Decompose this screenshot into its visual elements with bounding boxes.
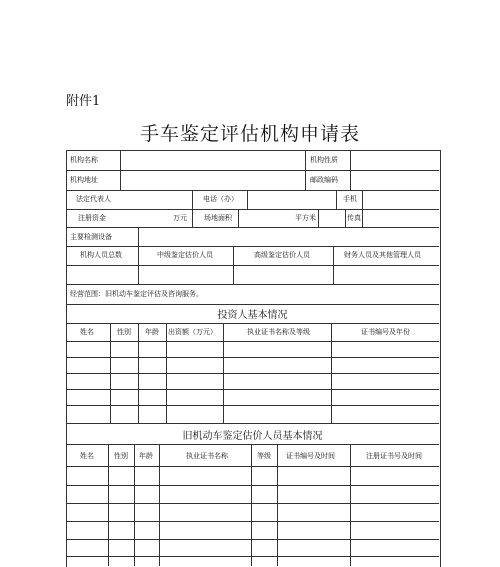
label-senior-appraiser: 高级鉴定估价人员: [254, 251, 310, 259]
col-divider: [362, 209, 363, 227]
row-divider: [66, 190, 439, 191]
row-divider: [66, 284, 439, 285]
appraiser-col-reg-no: 注册证书号及时间: [366, 452, 422, 460]
label-postal-code: 邮政编码: [310, 176, 338, 184]
appraisers-heading: 旧机动车鉴定估价人员基本情况: [182, 431, 323, 442]
col-divider: [192, 190, 193, 209]
row-divider: [66, 304, 439, 305]
row-divider: [66, 323, 439, 324]
col-divider: [138, 323, 139, 423]
label-mobile: 手机: [343, 195, 357, 203]
row-divider: [66, 357, 439, 358]
col-divider: [336, 190, 337, 209]
investor-col-gender: 性别: [117, 328, 131, 336]
appraiser-col-cert-no: 证书编号及时间: [286, 452, 335, 460]
col-divider: [345, 209, 346, 227]
col-divider: [223, 323, 224, 423]
col-divider: [350, 444, 351, 566]
business-scope: 经营范围：旧机动车鉴定评估及咨询服务。: [70, 290, 203, 298]
col-divider: [333, 246, 334, 284]
row-divider: [66, 209, 439, 210]
appraiser-col-name: 姓名: [80, 452, 94, 460]
label-site-area: 场地面积: [204, 214, 232, 222]
investor-col-age: 年龄: [145, 328, 159, 336]
col-divider: [247, 190, 248, 209]
label-capital-unit: 万元: [173, 214, 187, 222]
form-title: 手车鉴定评估机构申请表: [139, 123, 360, 145]
appraiser-col-age: 年龄: [139, 452, 153, 460]
col-divider: [238, 209, 239, 227]
investor-col-amount: 出资额（万元）: [168, 328, 217, 336]
col-divider: [159, 444, 160, 566]
col-divider: [318, 209, 319, 227]
row-divider: [66, 556, 439, 557]
row-divider: [66, 170, 439, 171]
investor-col-name: 姓名: [80, 328, 94, 336]
label-phone: 电话（办）: [203, 195, 238, 203]
row-divider: [66, 373, 439, 374]
row-divider: [66, 539, 439, 540]
row-divider: [66, 423, 439, 424]
row-divider: [66, 485, 439, 486]
row-divider: [66, 265, 439, 266]
label-org-name: 机构名称: [70, 156, 98, 164]
label-fax: 传真: [347, 214, 361, 222]
col-divider: [166, 323, 167, 423]
label-mid-appraiser: 中级鉴定估价人员: [157, 251, 213, 259]
col-divider: [233, 246, 234, 284]
col-divider: [362, 190, 363, 209]
col-divider: [350, 150, 351, 190]
col-divider: [108, 444, 109, 566]
col-divider: [120, 150, 121, 190]
row-divider: [66, 521, 439, 522]
row-divider: [66, 246, 439, 247]
label-capital: 注册资金: [78, 214, 106, 222]
col-divider: [305, 150, 306, 190]
investors-heading: 投资人基本情况: [217, 310, 288, 321]
application-form-table: [66, 150, 441, 567]
row-divider: [66, 444, 439, 445]
label-legal-rep: 法定代表人: [76, 195, 111, 203]
appraiser-col-cert: 执业证书名称: [186, 452, 228, 460]
col-divider: [138, 227, 139, 246]
appraiser-col-level: 等级: [257, 452, 271, 460]
label-org-nature: 机构性质: [310, 156, 338, 164]
label-area-unit: 平方米: [295, 214, 316, 222]
investor-col-cert-no: 证书编号及年份: [361, 328, 410, 336]
row-divider: [66, 227, 439, 228]
col-divider: [134, 444, 135, 566]
label-staff-total: 机构人员总数: [80, 251, 122, 259]
col-divider: [331, 323, 332, 423]
row-divider: [66, 341, 439, 342]
label-org-address: 机构地址: [70, 176, 98, 184]
label-finance-staff: 财务人员及其他管理人员: [344, 251, 421, 259]
investor-col-cert: 执业证书名称及等级: [247, 328, 310, 336]
col-divider: [251, 444, 252, 566]
attachment-label: 附件1: [66, 94, 101, 109]
label-equipment: 主要检测设备: [70, 233, 112, 241]
col-divider: [138, 246, 139, 284]
row-divider: [66, 503, 439, 504]
col-divider: [277, 444, 278, 566]
row-divider: [66, 466, 439, 467]
appraiser-col-gender: 性别: [114, 452, 128, 460]
row-divider: [66, 405, 439, 406]
col-divider: [110, 323, 111, 423]
col-divider: [192, 209, 193, 227]
row-divider: [66, 389, 439, 390]
